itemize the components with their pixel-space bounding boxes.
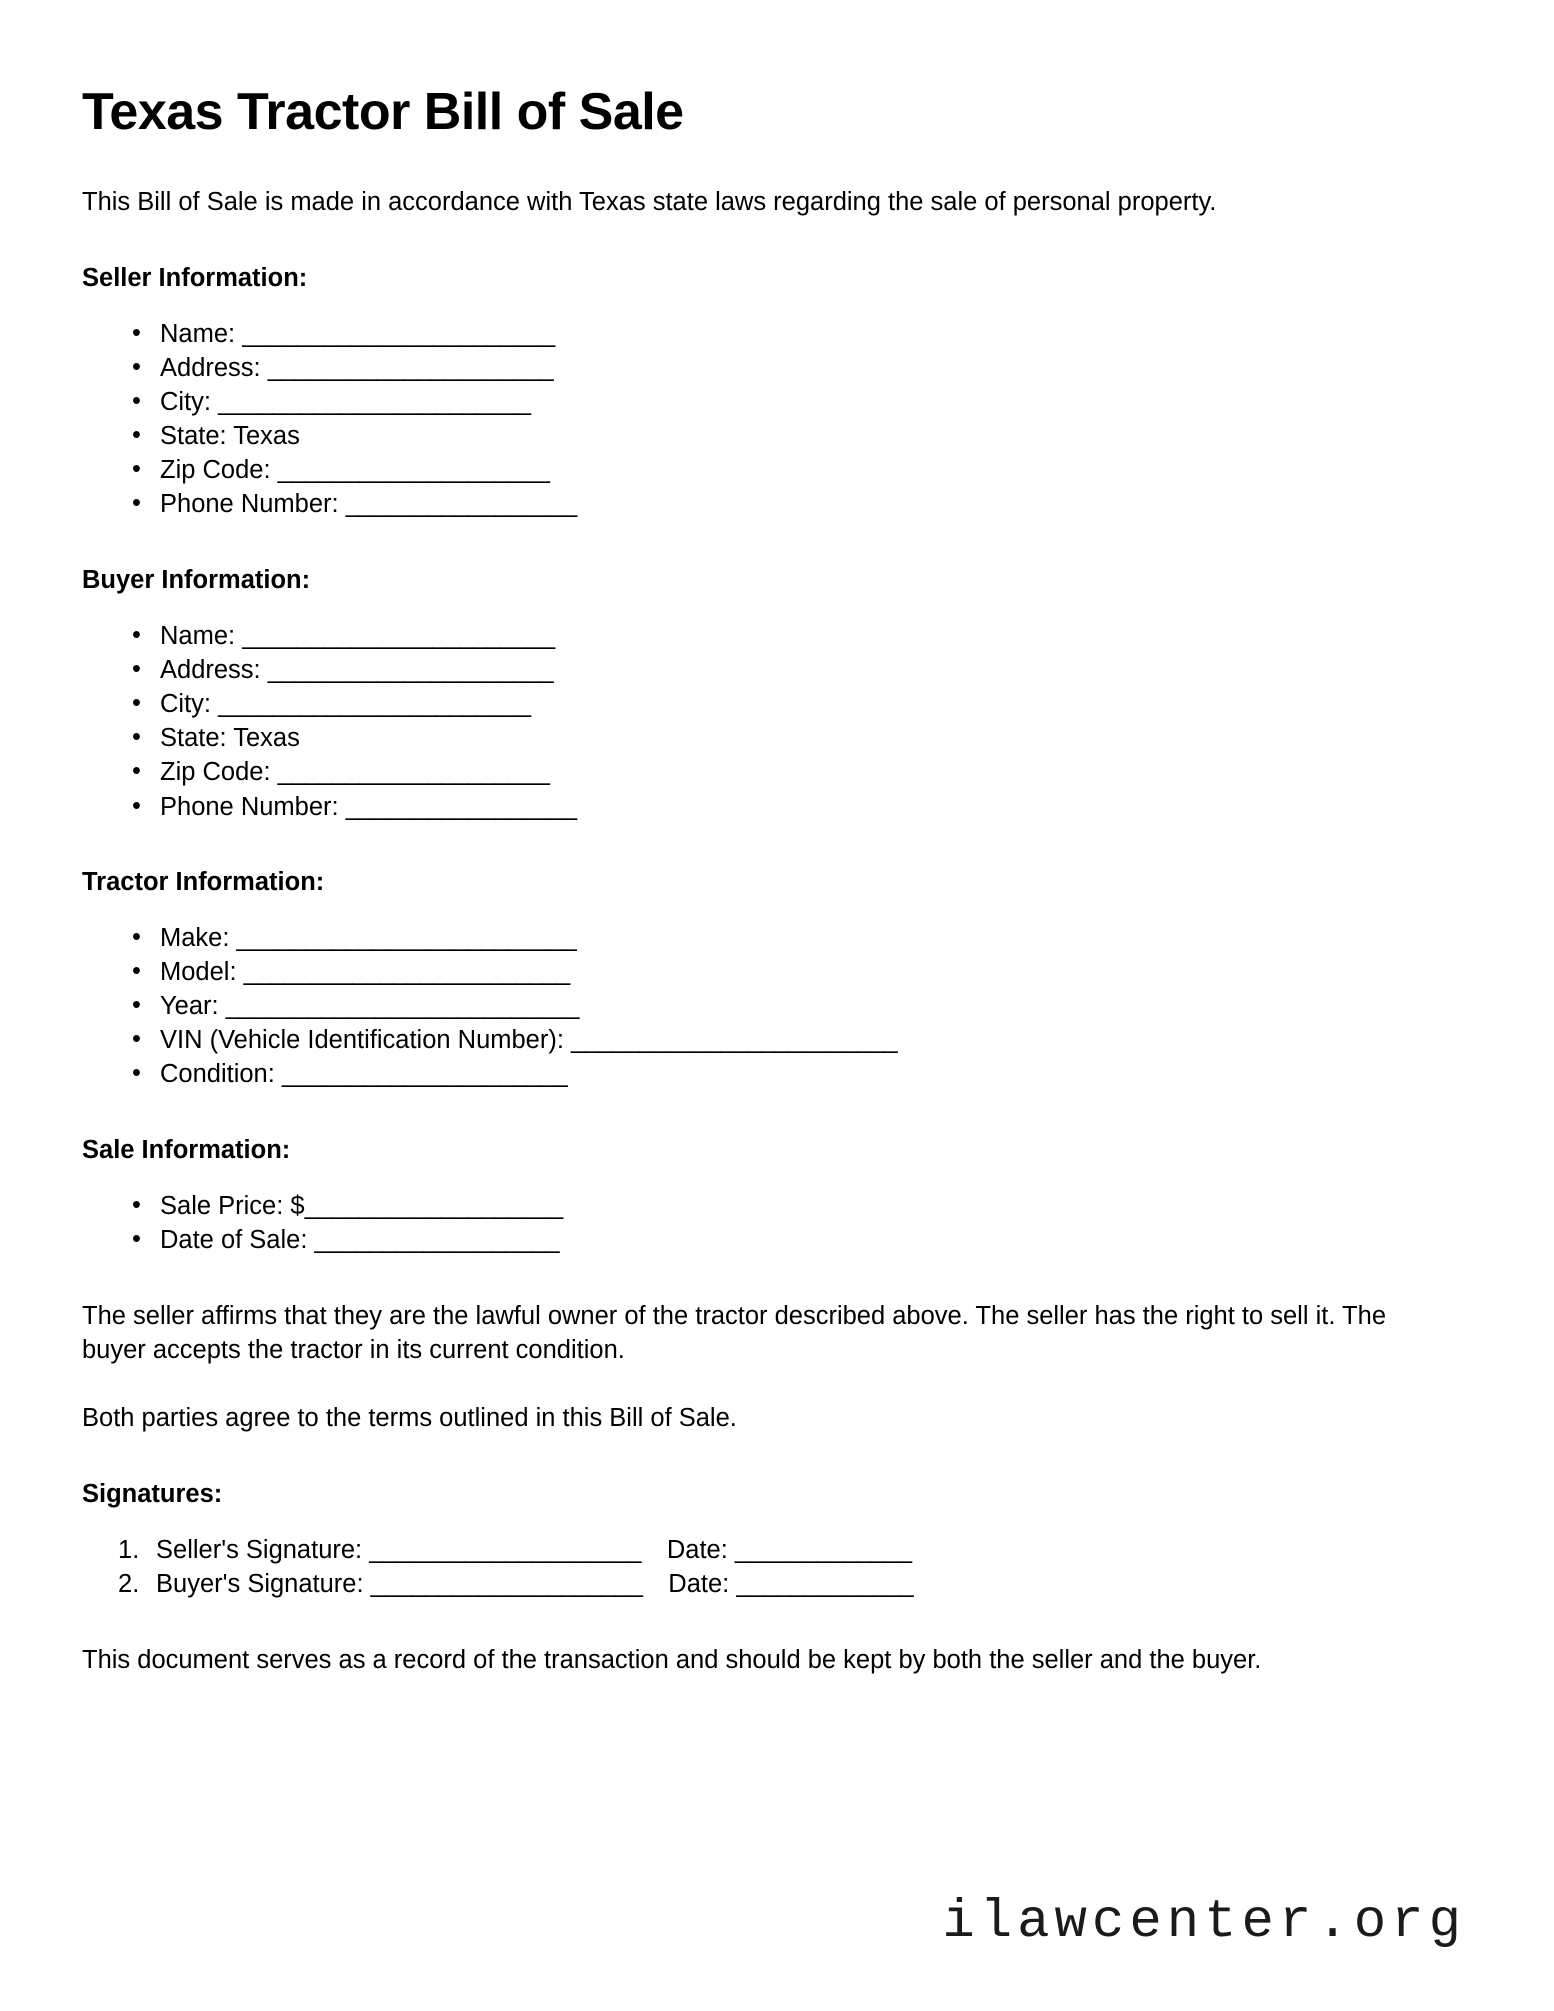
- field-blank[interactable]: ____________________: [277, 758, 550, 787]
- field-label: City:: [160, 690, 219, 719]
- field-label: Zip Code:: [160, 758, 278, 787]
- list-item: [128, 687, 1454, 721]
- list-item: [128, 419, 1454, 453]
- agreement-paragraph: Both parties agree to the terms outlined in this Bill of Sale.: [82, 1404, 737, 1433]
- affirmation-paragraph: The seller affirms that they are the lawful owner of the tractor described above. The seller has the right to sell it. The buyer accepts the tractor in its current condition.: [82, 1302, 1386, 1365]
- list-item: [128, 453, 1454, 487]
- page-title: Texas Tractor Bill of Sale: [82, 83, 684, 141]
- buyer-information-heading: Buyer Information:: [82, 565, 311, 594]
- field-blank[interactable]: _____________________: [267, 655, 553, 684]
- list-item: [128, 487, 1454, 521]
- field-label: VIN (Vehicle Identification Number):: [160, 1026, 572, 1055]
- field-label: Phone Number:: [160, 792, 346, 821]
- field-label: Year:: [160, 992, 226, 1021]
- field-label: Condition:: [160, 1060, 282, 1089]
- field-blank[interactable]: _______________________: [242, 319, 555, 348]
- list-item: [128, 351, 1454, 385]
- list-item: [118, 1567, 1454, 1601]
- signatures-list: [82, 1533, 1454, 1601]
- field-blank[interactable]: _______________________: [242, 621, 555, 650]
- field-blank[interactable]: ___________________: [304, 1191, 563, 1220]
- list-item: [128, 955, 1454, 989]
- field-blank[interactable]: _____________________: [267, 353, 553, 382]
- field-blank[interactable]: ________________________: [571, 1026, 897, 1055]
- tractor-fields-list: [82, 921, 1454, 1092]
- field-label: City:: [160, 387, 219, 416]
- site-watermark: ilawcenter.org: [942, 1892, 1466, 1953]
- field-blank[interactable]: __________________: [314, 1225, 559, 1254]
- list-item: [128, 989, 1454, 1023]
- list-item: [128, 721, 1454, 755]
- buyer-fields-list: [82, 619, 1454, 824]
- field-blank[interactable]: _______________________: [218, 690, 531, 719]
- signatures-heading: Signatures:: [82, 1479, 223, 1508]
- field-label: Name:: [160, 621, 243, 650]
- list-item: [128, 1189, 1454, 1223]
- date-label: Date:: [668, 1569, 737, 1598]
- signature-label: Seller's Signature:: [156, 1535, 370, 1564]
- field-blank[interactable]: _________________: [345, 792, 577, 821]
- list-item: [128, 619, 1454, 653]
- field-label: Model:: [160, 957, 244, 986]
- field-label: Zip Code:: [160, 456, 278, 485]
- field-label: Sale Price: $: [160, 1191, 305, 1220]
- seller-information-heading: Seller Information:: [82, 263, 308, 292]
- field-label: Address:: [160, 353, 268, 382]
- list-item: [128, 317, 1454, 351]
- list-item: [128, 755, 1454, 789]
- field-blank[interactable]: _______________________: [218, 387, 531, 416]
- list-item: [128, 1223, 1454, 1257]
- date-blank[interactable]: _____________: [734, 1535, 912, 1564]
- field-label: State: Texas: [160, 724, 300, 753]
- list-item: [128, 921, 1454, 955]
- field-blank[interactable]: _________________________: [236, 923, 577, 952]
- list-item: [128, 790, 1454, 824]
- signature-blank[interactable]: ____________________: [369, 1535, 641, 1564]
- list-item: [128, 1023, 1454, 1057]
- list-item: [118, 1533, 1454, 1567]
- field-label: Name:: [160, 319, 243, 348]
- field-label: Address:: [160, 655, 268, 684]
- field-blank[interactable]: _________________: [345, 490, 577, 519]
- field-label: State: Texas: [160, 422, 300, 451]
- sale-information-heading: Sale Information:: [82, 1135, 291, 1164]
- date-label: Date:: [666, 1535, 735, 1564]
- field-blank[interactable]: __________________________: [225, 992, 579, 1021]
- date-blank[interactable]: _____________: [736, 1569, 913, 1598]
- field-blank[interactable]: ____________________: [277, 456, 550, 485]
- signature-blank[interactable]: ____________________: [370, 1569, 643, 1598]
- field-blank[interactable]: _____________________: [281, 1060, 568, 1089]
- field-label: Date of Sale:: [160, 1225, 315, 1254]
- signature-label: Buyer's Signature:: [156, 1569, 371, 1598]
- tractor-information-heading: Tractor Information:: [82, 867, 325, 896]
- list-item: [128, 385, 1454, 419]
- list-item: [128, 1057, 1454, 1091]
- sale-fields-list: [82, 1189, 1454, 1257]
- field-label: Make:: [160, 923, 237, 952]
- intro-paragraph: This Bill of Sale is made in accordance with Texas state laws regarding the sale of personal property.: [82, 188, 1217, 217]
- closing-paragraph: This document serves as a record of the transaction and should be kept by both the seller and the buyer.: [82, 1645, 1262, 1674]
- field-label: Phone Number:: [160, 490, 346, 519]
- field-blank[interactable]: ________________________: [243, 957, 570, 986]
- list-item: [128, 653, 1454, 687]
- seller-fields-list: [82, 317, 1454, 522]
